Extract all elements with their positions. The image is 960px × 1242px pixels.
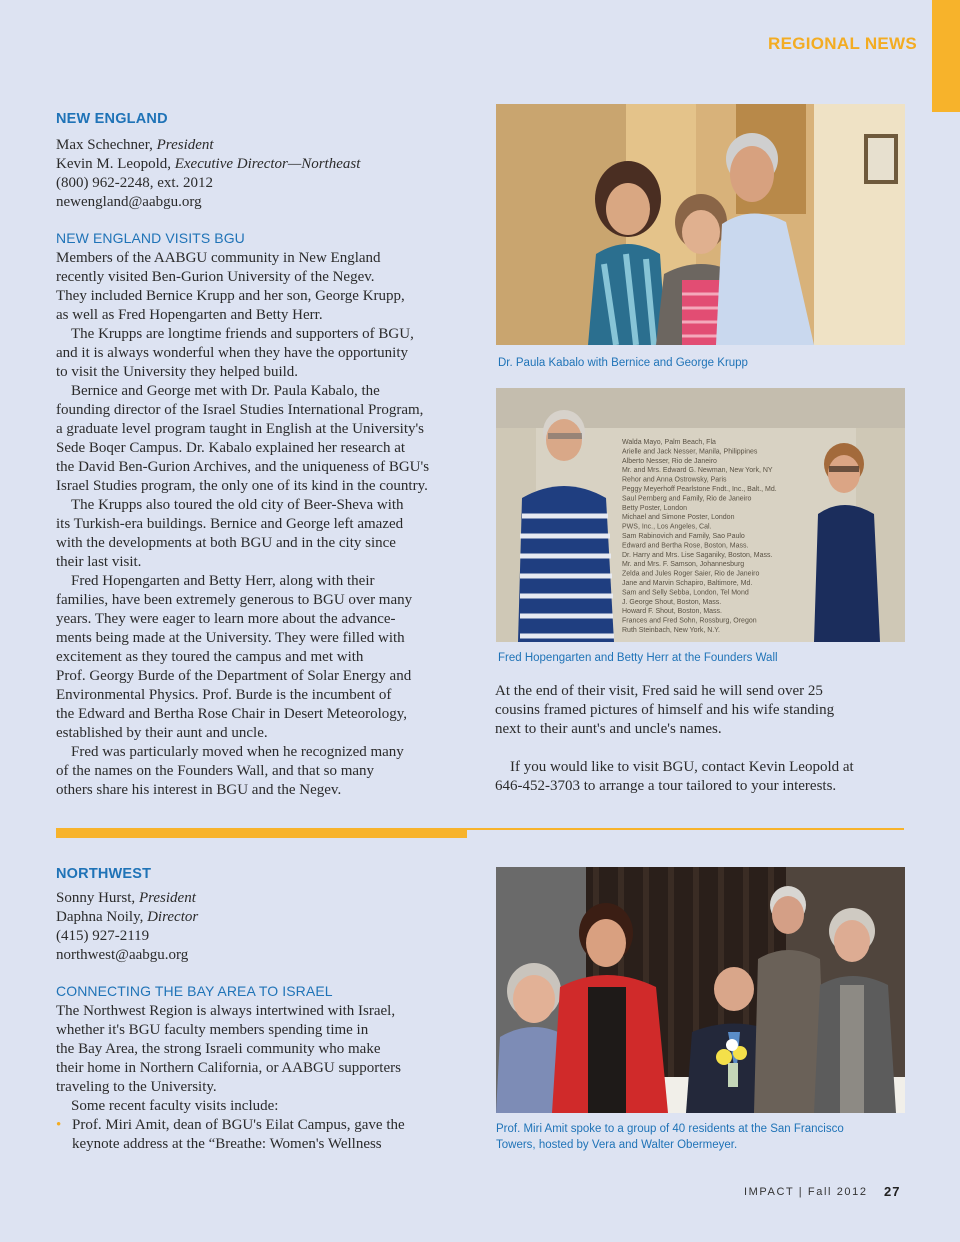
section-divider-thin — [467, 828, 904, 830]
story-line: The Northwest Region is always intertwined with Israel, — [56, 1003, 396, 1019]
new-england-contact — [56, 136, 360, 212]
president-line — [56, 889, 198, 908]
photo-miri-amit-group — [496, 867, 905, 1113]
wall-name-text: Walda Mayo, Palm Beach, Fla — [622, 439, 716, 446]
wall-name-text: Arielle and Jack Nesser, Manila, Philippines — [622, 448, 758, 456]
story-line: the David Ben-Gurion Archives, and the uniqueness of BGU's — [56, 459, 430, 475]
caption-line: Towers, hosted by Vera and Walter Obermeyer. — [496, 1139, 738, 1151]
photo-founders-wall — [496, 388, 905, 642]
story-line: traveling to the University. — [56, 1079, 217, 1095]
new-england-story — [56, 249, 429, 800]
wall-name-text: Sam and Selly Sebba, London, Tel Mond — [622, 589, 749, 597]
caption-photo-miri-amit — [496, 1121, 844, 1153]
wall-name-text: Edward and Bertha Rose, Boston, Mass. — [622, 542, 749, 550]
director-name: Daphna Noily, — [56, 909, 144, 925]
story-line: their last visit. — [56, 554, 142, 570]
president-title: President — [138, 890, 196, 906]
email-link[interactable]: newengland@aabgu.org — [56, 194, 202, 210]
caption-founders-wall: Fred Hopengarten and Betty Herr at the Founders Wall — [498, 652, 778, 664]
wall-name-text: Zelda and Jules Roger Saier, Rio de Janeiro — [622, 570, 760, 578]
story-line: The Krupps are longtime friends and supporters of BGU, — [56, 326, 414, 342]
wall-name-text: Mr. and Mrs. F. Samson, Johannesburg — [622, 561, 745, 569]
director-title: Executive Director—Northeast — [174, 156, 361, 172]
orange-corner-tab — [932, 0, 960, 112]
wall-name-text: Dr. Harry and Mrs. Lise Saganiky, Boston, Mass. — [622, 551, 773, 559]
wall-name-text: Sam Rabinovich and Family, Sao Paulo — [622, 533, 745, 540]
president-title: President — [156, 137, 214, 153]
director-line — [56, 155, 360, 174]
story-line: At the end of their visit, Fred said he will send over 25 — [495, 683, 823, 699]
wall-name-text: Frances and Fred Sohn, Rossburg, Oregon — [622, 617, 757, 625]
photo-founders-wall-image — [496, 388, 905, 642]
president-name: Sonny Hurst, — [56, 890, 136, 906]
caption-photo-kabalo: Dr. Paula Kabalo with Bernice and George Krupp — [498, 357, 748, 369]
photo-kabalo-krupp-image — [496, 104, 905, 345]
story-line: cousins framed pictures of himself and his wife standing — [495, 702, 835, 718]
new-england-heading: NEW ENGLAND — [56, 111, 168, 127]
wall-name-text: Michael and Simone Poster, London — [622, 514, 735, 522]
publication-footer: IMPACT | Fall 2012 — [744, 1186, 868, 1198]
bullet-icon: • — [56, 1117, 62, 1133]
page-number: 27 — [884, 1184, 901, 1199]
story-line: Sede Boqer Campus. Dr. Kabalo explained her research at — [56, 440, 406, 456]
caption-line: Prof. Miri Amit spoke to a group of 40 residents at the San Francisco — [496, 1123, 844, 1135]
story-line: the Bay Area, the strong Israeli community who make — [56, 1041, 381, 1057]
story-line: recently visited Ben-Gurion University of the Negev. — [56, 269, 375, 285]
story-line: their home in Northern California, or AABGU supporters — [56, 1060, 401, 1076]
wall-name-text: Peggy Meyerhoff Pearlstone Fndt., Inc., Balt., Md. — [622, 486, 777, 493]
director-name: Kevin M. Leopold, — [56, 156, 171, 172]
story-line: Fred was particularly moved when he recognized many — [56, 744, 404, 760]
wall-name-text: Mr. and Mrs. Edward G. Newman, New York, NY — [622, 467, 773, 475]
phone: (800) 962-2248, ext. 2012 — [56, 175, 214, 191]
wall-name-text: PWS, Inc., Los Angeles, Cal. — [622, 523, 712, 531]
president-line — [56, 136, 360, 155]
story-line: whether it's BGU faculty members spending time in — [56, 1022, 369, 1038]
wall-name-text: Howard F. Shout, Boston, Mass. — [622, 608, 722, 616]
story-line: 646-452-3703 to arrange a tour tailored to your interests. — [495, 778, 837, 794]
bullet-item-continued: keynote address at the “Breathe: Women's Wellness — [72, 1136, 382, 1152]
photo-miri-amit-group-image — [496, 867, 905, 1113]
email-link[interactable]: northwest@aabgu.org — [56, 947, 189, 963]
wall-name-text: Alberto Nesser, Rio de Janeiro — [622, 457, 717, 465]
wall-name-text: Saul Pernberg and Family, Rio de Janeiro — [622, 495, 752, 503]
story-line: founding director of the Israel Studies International Program, — [56, 402, 424, 418]
story-line: If you would like to visit BGU, contact Kevin Leopold at — [495, 759, 854, 775]
story-line: Members of the AABGU community in New England — [56, 250, 381, 266]
story-line: excitement as they toured the campus and met with — [56, 649, 364, 665]
story-line: Israel Studies program, the only one of its kind in the country. — [56, 478, 428, 494]
bullet-item — [56, 1116, 405, 1135]
story-line: to visit the University they helped build. — [56, 364, 299, 380]
section-divider-thick — [56, 828, 467, 838]
story-line: ments being made at the University. They were filled with — [56, 630, 405, 646]
story-line: The Krupps also toured the old city of Beer-Sheva with — [56, 497, 404, 513]
wall-name-text: Ruth Steinbach, New York, N.Y. — [622, 627, 720, 634]
story-line: established by their aunt and uncle. — [56, 725, 268, 741]
northwest-story-heading: CONNECTING THE BAY AREA TO ISRAEL — [56, 983, 333, 999]
northwest-story — [56, 1002, 405, 1154]
story-line: as well as Fred Hopengarten and Betty Herr. — [56, 307, 323, 323]
story-line: with the developments at both BGU and in the city since — [56, 535, 396, 551]
northwest-contact — [56, 889, 198, 965]
northwest-heading: NORTHWEST — [56, 866, 152, 882]
wall-name-text: J. George Shout, Boston, Mass. — [622, 598, 722, 606]
new-england-story-continued — [495, 682, 854, 796]
president-name: Max Schechner, — [56, 137, 153, 153]
story-line: Environmental Physics. Prof. Burde is the incumbent of — [56, 687, 392, 703]
phone: (415) 927-2119 — [56, 928, 150, 944]
photo-kabalo-krupp — [496, 104, 905, 345]
story-line — [495, 739, 854, 758]
story-line: of the names on the Founders Wall, and that so many — [56, 763, 375, 779]
section-header: REGIONAL NEWS — [768, 34, 918, 53]
story-line: families, have been extremely generous to BGU over many — [56, 592, 413, 608]
story-line: Bernice and George met with Dr. Paula Kabalo, the — [56, 383, 380, 399]
new-england-story-heading: NEW ENGLAND VISITS BGU — [56, 230, 245, 246]
wall-name-text: Jane and Marvin Schapiro, Baltimore, Md. — [622, 580, 753, 587]
story-line: others share his interest in BGU and the Negev. — [56, 782, 342, 798]
director-line — [56, 908, 198, 927]
story-line: years. They were eager to learn more about the advance- — [56, 611, 396, 627]
wall-name-text: Betty Poster, London — [622, 504, 687, 512]
story-line: Fred Hopengarten and Betty Herr, along with their — [56, 573, 375, 589]
story-line: and it is always wonderful when they have the opportunity — [56, 345, 409, 361]
wall-name-text: Rehor and Anna Ostrowsky, Paris — [622, 476, 727, 484]
story-line: its Turkish-era buildings. Bernice and George left amazed — [56, 516, 404, 532]
director-title: Director — [147, 909, 199, 925]
story-line: Prof. Georgy Burde of the Department of Solar Energy and — [56, 668, 412, 684]
story-line: next to their aunt's and uncle's names. — [495, 721, 722, 737]
story-line: They included Bernice Krupp and her son, George Krupp, — [56, 288, 405, 304]
story-line: a graduate level program taught in English at the University's — [56, 421, 425, 437]
bullet-text: Prof. Miri Amit, dean of BGU's Eilat Campus, gave the — [72, 1117, 405, 1133]
story-line: the Edward and Bertha Rose Chair in Desert Meteorology, — [56, 706, 408, 722]
story-line: Some recent faculty visits include: — [56, 1098, 279, 1114]
